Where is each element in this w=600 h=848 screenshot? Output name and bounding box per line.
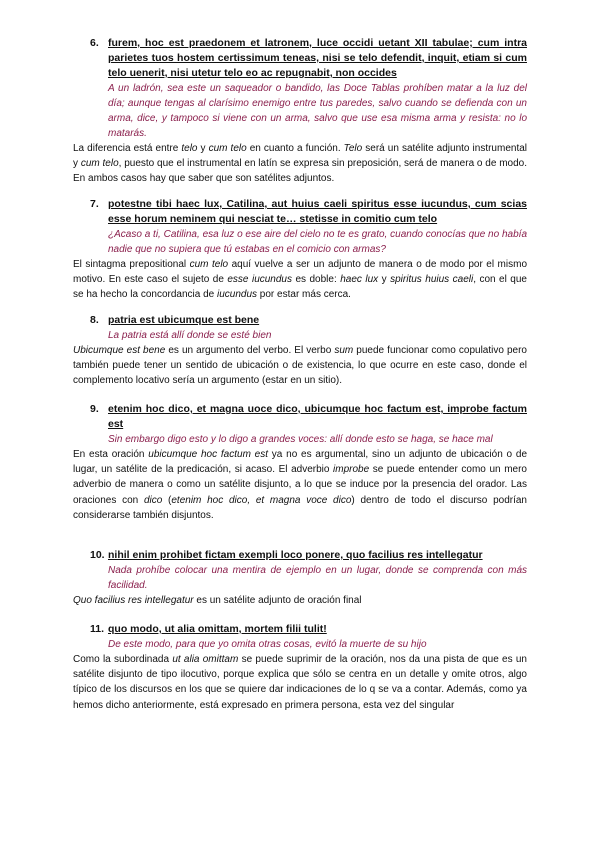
translation: ¿Acaso a ti, Catilina, esa luz o ese aire del cielo no te es grato, cuando conocías que no había nadie que no supiera que tú estabas en el comicio con armas?: [108, 229, 527, 255]
latin-sentence: 6. furem, hoc est praedonem et latronem, luce occidi uetant XII tabulae; cum intra parietes tuos hostem certissimum teneas, nisi se telo defendit, inquit, etiam si cum telo uenerit, nisi utetur telo eo ac repugnabit, non occides: [90, 37, 527, 79]
latin-term: esse iucundus: [227, 274, 292, 286]
latin-term: ut alia omittam: [172, 654, 239, 665]
latin-term: improbe: [333, 464, 370, 476]
latin-sentence: 11. quo modo, ut alia omittam, mortem filii tulit!: [90, 623, 327, 635]
latin-sentence: 8. patria est ubicumque est bene: [90, 314, 260, 326]
commentary-text: (: [162, 494, 172, 506]
item-number: 6.: [90, 37, 99, 49]
item-9: [73, 402, 527, 523]
latin-sentence: 10. nihil enim prohibet fictam exempli loco ponere, quo facilius res intellegatur: [90, 549, 483, 561]
translation: De este modo, para que yo omita otras cosas, evitó la muerte de su hijo: [108, 639, 427, 650]
commentary-text: , puesto que el instrumental en latín se expresa sin preposición, será de manera o de modo. En ambos casos hay que saber que son satélites adjuntos.: [73, 158, 528, 185]
latin-term: iucundus: [217, 289, 258, 301]
latin-sentence: 7. potestne tibi haec lux, Catilina, aut huius caeli spiritus esse iucundus, cum scias esse horum neminem qui nesciat te… stetisse in comitio cum telo: [90, 198, 527, 225]
commentary: [73, 257, 527, 303]
latin-term: telo: [181, 143, 198, 154]
latin-term: Quo facilius res intellegatur: [73, 595, 194, 606]
commentary-text: se puede suprimir de la oración, nos da una pista de que es un satélite disjunto de tipo ilocutivo, porque explica que sólo se centra en un detalle y omite otros, algo típico de los discursos en los que se quiere dar indicaciones de lo q se va a contar. Además, como ya hemos dicho anteriormente, está expresado en primera persona, esta vez del singular: [73, 654, 527, 711]
commentary-text: en cuanto a función.: [246, 143, 344, 154]
commentary-text: será un satélite adjunto instrumental y: [73, 143, 528, 170]
commentary: [73, 652, 527, 713]
item-11: [73, 622, 527, 713]
translation: A un ladrón, sea este un saqueador o bandido, las Doce Tablas prohíben matar a la luz del día; aunque tengas al clarísimo enemigo entre tus paredes, salvo cuando se defienda con un arma, dice, y tampoco si viene con un arma, salvo que use esa misma arma y resista: no lo matarás.: [108, 83, 527, 139]
item-number: 9.: [90, 403, 99, 415]
commentary-text: y: [197, 143, 209, 154]
latin-term: cum telo: [189, 259, 229, 270]
commentary-text: es doble:: [292, 274, 341, 286]
commentary: [73, 343, 527, 389]
commentary-text: , con el que se ha hecho la concordancia de: [73, 274, 527, 301]
translation: Nada prohíbe colocar una mentira de ejemplo en un lugar, donde se comprenda con más facilidad.: [108, 565, 527, 591]
latin-term: spiritus huius caeli: [390, 274, 474, 286]
commentary-text: puede funcionar como copulativo pero también puede tener un sentido de ubicación o de existencia, lo que ocurre en este caso, donde el complemento locativo sería un argumento (estar en un sitio).: [73, 345, 527, 387]
item-6: [73, 36, 527, 187]
latin-term: haec lux: [340, 274, 379, 286]
commentary-text: ) dentro de todo el discurso podrían considerarse también disjuntos.: [73, 494, 527, 521]
latin-term: dico: [143, 494, 163, 506]
commentary-text: En esta oración: [73, 449, 149, 460]
commentary-text: es un satélite adjunto de oración final: [193, 595, 362, 606]
translation: La patria está allí donde se esté bien: [108, 330, 272, 341]
latin-term: ubicumque hoc factum est: [148, 449, 269, 460]
commentary-text: El sintagma prepositional: [73, 259, 190, 270]
commentary-text: por estar más cerca.: [257, 289, 351, 301]
latin-term: Telo: [343, 143, 363, 154]
latin-term: sum: [334, 345, 354, 356]
latin-term: Ubicumque est bene: [73, 345, 166, 356]
latin-sentence: 9. etenim hoc dico, et magna uoce dico, ubicumque hoc factum est, improbe factum est: [90, 403, 527, 430]
item-10: [73, 548, 527, 608]
commentary-text: se puede entender como un mero adverbio de manera o como un satélite disjunto, a lo que se induce por la presencia del orador. Las oraciones con: [73, 464, 527, 506]
commentary: [73, 593, 527, 608]
commentary-text: La diferencia está entre: [73, 143, 182, 154]
item-number: 8.: [90, 314, 99, 326]
latin-term: cum telo: [80, 158, 119, 170]
commentary-text: Como la subordinada: [73, 654, 173, 665]
translation: Sin embargo digo esto y lo digo a grandes voces: allí donde esto se haga, se hace mal: [108, 434, 493, 445]
commentary-text: y: [378, 274, 391, 286]
commentary-text: ya no es argumental, sino un adjunto de ubicación o de lugar, un satélite de la predicación, si acaso. El adverbio: [73, 449, 528, 476]
item-8: [73, 313, 527, 389]
item-number: 10.: [90, 549, 105, 561]
commentary-text: es un argumento del verbo. El verbo: [165, 345, 335, 356]
commentary: [73, 141, 527, 187]
item-7: [73, 197, 527, 303]
item-number: 7.: [90, 198, 99, 210]
commentary: [73, 447, 527, 523]
commentary-text: aquí vuelve a ser un adjunto de manera o de modo por el mismo motivo. En este caso el sujeto de: [73, 259, 528, 286]
item-number: 11.: [90, 623, 105, 635]
latin-term: cum telo: [208, 143, 247, 154]
latin-term: etenim hoc dico, et magna voce dico: [171, 494, 352, 506]
